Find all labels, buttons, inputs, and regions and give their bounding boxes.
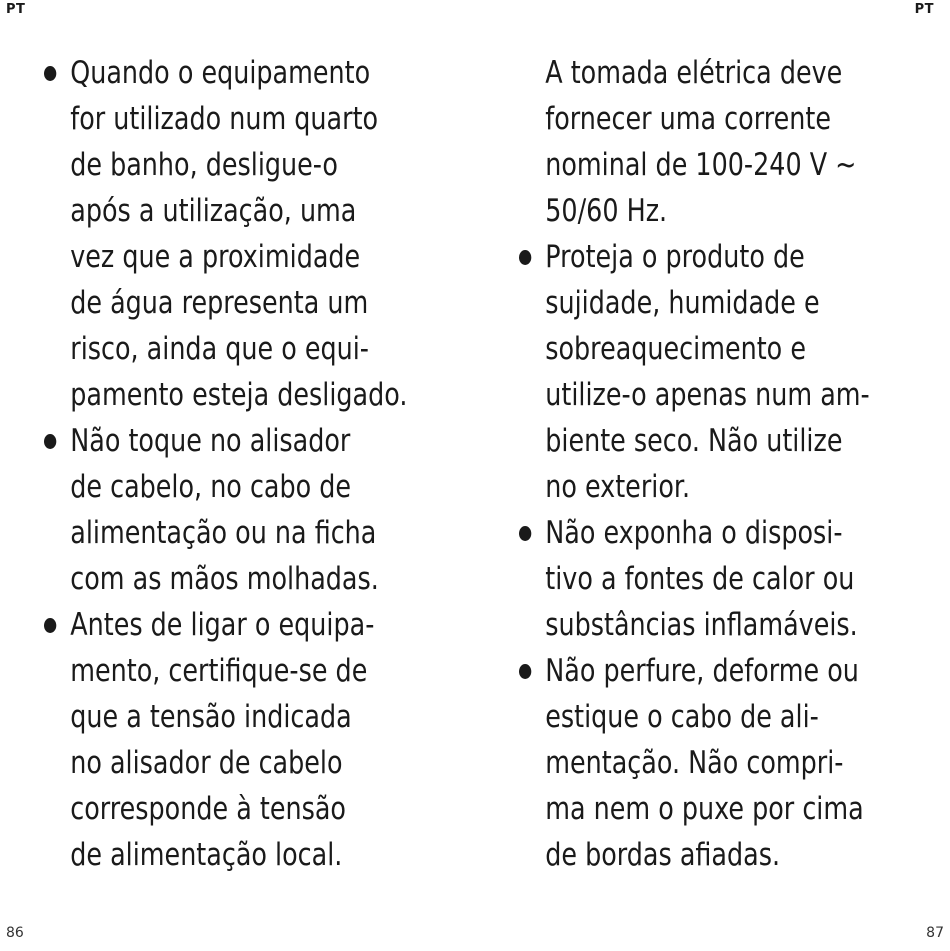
text-line: que a tensão indicada [70,699,352,735]
text-line: Quando o equipamento [70,55,371,91]
safety-instructions-list [519,50,937,878]
bullet-list-item [519,510,937,648]
text-line: biente seco. Não utilize [545,423,843,459]
bullet-list-item [44,50,462,418]
page-number: 87 [926,925,944,941]
page-number: 86 [6,925,24,941]
text-line: estique o cabo de ali- [545,699,819,735]
text-line: Proteja o produto de [545,239,805,275]
right-page [475,0,950,951]
text-line: de água representa um [70,285,369,321]
text-line: ma nem o puxe por cima [545,791,864,827]
bullet-list-item [44,602,462,878]
text-line: sujidade, humidade e [545,285,820,321]
text-line: após a utilização, uma [70,193,357,229]
text-line: alimentação ou na ficha [70,515,377,551]
text-line: risco, ainda que o equi- [70,331,369,367]
text-line: no exterior. [545,469,691,505]
bullet-list-item [519,234,937,510]
text-line: Não exponha o disposi- [545,515,843,551]
text-line: de cabelo, no cabo de [70,469,352,505]
text-line: fornecer uma corrente [545,101,831,137]
text-line: Não toque no alisador [70,423,351,459]
text-line: Antes de ligar o equipa- [70,607,375,643]
text-line: de bordas afiadas. [545,837,781,873]
text-line: mentação. Não compri- [545,745,844,781]
language-label: PT [6,2,26,17]
paragraph-continuation [519,50,937,234]
text-line: sobreaquecimento e [545,331,806,367]
text-line: utilize-o apenas num am- [545,377,870,413]
text-line: pamento esteja desligado. [70,377,408,413]
text-line: nominal de 100-240 V ~ [545,147,857,183]
text-line: for utilizado num quarto [70,101,379,137]
bullet-list-item [44,418,462,602]
text-line: tivo a fontes de calor ou [545,561,855,597]
text-line: mento, certifique-se de [70,653,368,689]
text-line: substâncias inflamáveis. [545,607,858,643]
text-line: 50/60 Hz. [545,193,668,229]
text-line: de alimentação local. [70,837,343,873]
text-line: no alisador de cabelo [70,745,343,781]
text-line: corresponde à tensão [70,791,346,827]
text-line: com as mãos molhadas. [70,561,379,597]
text-line: Não perfure, deforme ou [545,653,859,689]
safety-instructions-list [44,50,462,878]
language-label: PT [914,2,934,17]
text-line: de banho, desligue-o [70,147,338,183]
text-line: A tomada elétrica deve [545,55,843,91]
bullet-list-item [519,648,937,878]
text-line: vez que a proximidade [70,239,361,275]
